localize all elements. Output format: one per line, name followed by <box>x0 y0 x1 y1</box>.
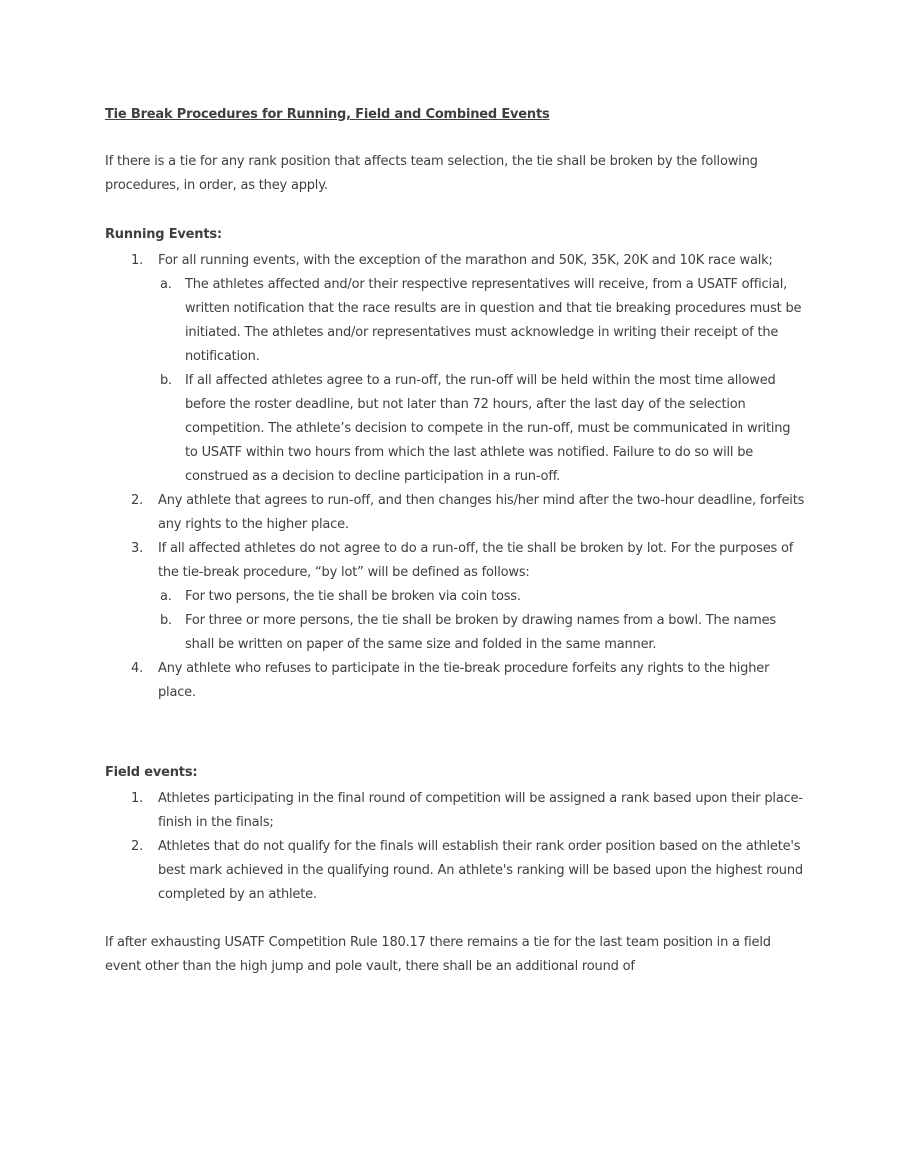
list-marker: 1. <box>131 791 144 806</box>
list-marker: a. <box>160 589 172 604</box>
sub-list-item-text: The athletes affected and/or their respective representatives will receive, from a USATF official, written notification that the race results are in question and that tie breaking procedures must be initiated. The athletes and/or representatives must acknowledge in writing their receipt of the notification. <box>185 277 802 364</box>
list-item-text: Any athlete who refuses to participate in the tie-break procedure forfeits any rights to the higher place. <box>158 661 770 700</box>
list-item <box>105 249 805 273</box>
list-item <box>105 489 805 537</box>
field-events-heading: Field events: <box>105 765 198 780</box>
list-marker: a. <box>160 277 172 292</box>
list-item <box>105 787 805 835</box>
list-marker: 1. <box>131 253 144 268</box>
list-item-text: Athletes participating in the final round of competition will be assigned a rank based upon their place-finish in the finals; <box>158 791 803 830</box>
list-item-group <box>105 249 805 489</box>
sub-list-item-text: For two persons, the tie shall be broken via coin toss. <box>185 589 521 604</box>
closing-paragraph: If after exhausting USATF Competition Rule 180.17 there remains a tie for the last team position in a field event other than the high jump and pole vault, there shall be an additional round of <box>105 935 771 974</box>
sub-list-item-text: If all affected athletes agree to a run-off, the run-off will be held within the most time allowed before the roster deadline, but not later than 72 hours, after the last day of the selection competition. The athlete’s decision to compete in the run-off, must be communicated in writing to USATF within two hours from which the last athlete was notified. Failure to do so will be construed as a decision to decline participation in a run-off. <box>185 373 791 484</box>
list-marker: 2. <box>131 493 144 508</box>
sub-list-item <box>105 273 805 369</box>
sub-list-item-text: For three or more persons, the tie shall be broken by drawing names from a bowl. The names shall be written on paper of the same size and folded in the same manner. <box>185 613 776 652</box>
list-marker: 3. <box>131 541 144 556</box>
list-item-text: Any athlete that agrees to run-off, and then changes his/her mind after the two-hour deadline, forfeits any rights to the higher place. <box>158 493 805 532</box>
list-item <box>105 835 805 907</box>
list-marker: b. <box>160 373 172 388</box>
running-events-list <box>105 249 805 705</box>
list-marker: 2. <box>131 839 144 854</box>
list-item <box>105 657 805 705</box>
sub-list-item <box>105 369 805 489</box>
sub-list-item <box>105 585 805 609</box>
list-item <box>105 537 805 585</box>
list-item-text: If all affected athletes do not agree to do a run-off, the tie shall be broken by lot. For the purposes of the tie-break procedure, “by lot” will be defined as follows: <box>158 541 794 580</box>
document-content <box>105 103 805 979</box>
field-events-list <box>105 787 805 907</box>
document-title: Tie Break Procedures for Running, Field and Combined Events <box>105 107 550 122</box>
list-marker: 4. <box>131 661 144 676</box>
list-item-group <box>105 537 805 657</box>
running-events-heading: Running Events: <box>105 227 222 242</box>
intro-paragraph: If there is a tie for any rank position that affects team selection, the tie shall be broken by the following procedures, in order, as they apply. <box>105 154 758 193</box>
list-item-text: For all running events, with the exception of the marathon and 50K, 35K, 20K and 10K race walk; <box>158 253 773 268</box>
list-item-text: Athletes that do not qualify for the finals will establish their rank order position based on the athlete's best mark achieved in the qualifying round. An athlete's ranking will be based upon the highest round completed by an athlete. <box>158 839 803 902</box>
list-marker: b. <box>160 613 172 628</box>
sub-list-item <box>105 609 805 657</box>
